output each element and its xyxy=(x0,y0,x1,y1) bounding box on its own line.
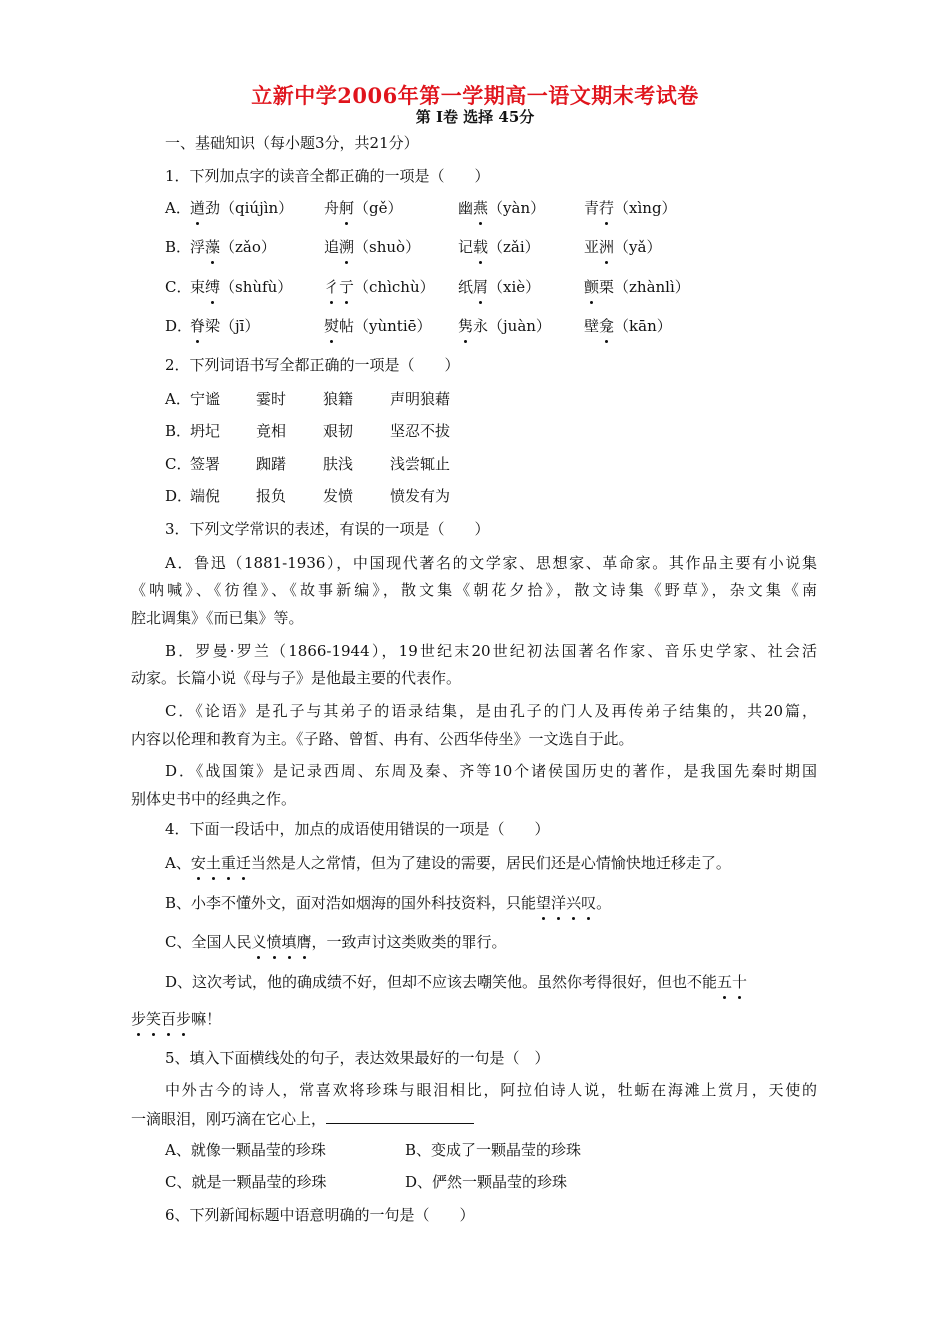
word-item: 狼籍 xyxy=(323,390,354,408)
word-item: 艰韧 xyxy=(323,422,354,440)
dotted-char: 土 xyxy=(205,854,221,872)
dotted-char: 亍 xyxy=(339,278,355,296)
dotted-char: 洲 xyxy=(599,238,615,256)
option-text-line: D．《战国策》是记录西周、东周及秦、齐等10个诸侯国历史的著作，是我国先秦时期国 xyxy=(165,762,817,780)
dotted-char: 溯 xyxy=(339,238,355,256)
pronunciation-item: 颤栗（zhànlì） xyxy=(584,278,690,296)
dotted-char: 五 xyxy=(717,973,733,991)
dotted-char: 膺 xyxy=(296,933,312,951)
question-1-stem: 1．下列加点字的读音全都正确的一项是（ ） xyxy=(165,167,490,185)
dotted-char: 遒 xyxy=(190,199,206,217)
dotted-char: 洋 xyxy=(551,894,567,912)
word-item: 坚忍不拔 xyxy=(390,422,451,440)
dotted-char: 隽 xyxy=(458,317,474,335)
pronunciation-item: 亚洲（yǎ） xyxy=(584,238,662,256)
option-text-line: 腔北调集》《而已集》等。 xyxy=(131,609,304,627)
dotted-char: 燕 xyxy=(473,199,489,217)
word-item: 发愤 xyxy=(323,487,354,505)
dotted-char: 步 xyxy=(176,1010,192,1028)
pronunciation-item: 幽燕（yàn） xyxy=(458,199,546,217)
dotted-char: 脊 xyxy=(190,317,206,335)
pronunciation-item: 浮藻（zǎo） xyxy=(190,238,276,256)
dotted-char: 笑 xyxy=(146,1010,162,1028)
dotted-char: 义 xyxy=(251,933,267,951)
option-label: C． xyxy=(165,278,192,296)
word-item: 端倪 xyxy=(190,487,221,505)
option-text-line: 别体史书中的经典之作。 xyxy=(131,790,297,808)
word-item: 肤浅 xyxy=(323,455,354,473)
word-item: 愤发有为 xyxy=(390,487,451,505)
pronunciation-item: 彳亍（chìchù） xyxy=(324,278,435,296)
question-5-option-a: A、就像一颗晶莹的珍珠 xyxy=(165,1141,326,1159)
option-label: D． xyxy=(165,317,193,335)
dotted-char: 十 xyxy=(732,973,748,991)
question-5-option-c: C、就是一颗晶莹的珍珠 xyxy=(165,1173,327,1191)
question-4-option-d-cont xyxy=(131,1009,221,1029)
question-4-option-c xyxy=(165,932,507,952)
dotted-char: 彳 xyxy=(324,278,340,296)
word-item: 签署 xyxy=(190,455,221,473)
dotted-char: 屑 xyxy=(473,278,489,296)
option-text-line: 内容以伦理和教育为主。《子路、曾皙、冉有、公西华侍坐》一文选自于此。 xyxy=(131,730,634,748)
pronunciation-item: 记载（zǎi） xyxy=(458,238,540,256)
word-item: 竟相 xyxy=(256,422,287,440)
option-label: C． xyxy=(165,455,192,473)
text: 嘛！ xyxy=(191,1010,222,1028)
question-5-option-d: D、俨然一颗晶莹的珍珠 xyxy=(405,1173,568,1191)
section-heading: 一、基础知识（每小题3分，共21分） xyxy=(165,134,419,152)
word-item: 报负 xyxy=(256,487,287,505)
dotted-char: 百 xyxy=(161,1010,177,1028)
exam-title: 立新中学2006年第一学期高一语文期末考试卷 xyxy=(251,83,699,108)
question-4-stem: 4．下面一段话中，加点的成语使用错误的一项是（ ） xyxy=(165,820,550,838)
dotted-char: 步 xyxy=(131,1010,147,1028)
pronunciation-item: 舟舸（gě） xyxy=(324,199,403,217)
question-5-option-b: B、变成了一颗晶莹的珍珠 xyxy=(405,1141,582,1159)
dotted-char: 愤 xyxy=(266,933,282,951)
text: 一滴眼泪，刚巧滴在它心上， xyxy=(131,1110,327,1128)
dotted-idiom xyxy=(131,1010,191,1028)
option-text-line: B．罗曼·罗兰（1866-1944），19世纪末20世纪初法国著名作家、音乐史学家、社会活 xyxy=(165,642,817,660)
option-text-line: 动家。长篇小说《母与子》是他最主要的代表作。 xyxy=(131,669,462,687)
question-4-option-d xyxy=(165,972,817,992)
pronunciation-item: 青荇（xìng） xyxy=(584,199,677,217)
pronunciation-item: 熨帖（yùntiē） xyxy=(324,317,432,335)
option-text-line: A．鲁迅（1881-1936），中国现代著名的文学家、思想家、革命家。其作品主要有小说集 xyxy=(165,554,817,572)
pronunciation-item: 追溯（shuò） xyxy=(324,238,421,256)
dotted-char: 熨 xyxy=(324,317,340,335)
dotted-char: 安 xyxy=(190,854,206,872)
dotted-char: 龛 xyxy=(599,317,615,335)
text: C、全国人民 xyxy=(165,933,252,951)
dotted-char: 舸 xyxy=(339,199,355,217)
text: A、 xyxy=(165,854,191,872)
text: ，一致声讨这类败类的罪行。 xyxy=(311,933,507,951)
pronunciation-item: 束缚（shùfù） xyxy=(190,278,293,296)
dotted-char: 荇 xyxy=(599,199,615,217)
text: 当然是人之常情，但为了建设的需要，居民们还是心情愉快地迁移走了。 xyxy=(250,854,731,872)
word-item: 声明狼藉 xyxy=(390,390,451,408)
pronunciation-item: 遒劲（qiújìn） xyxy=(190,199,294,217)
text: D、这次考试，他的确成绩不好，但却不应该去嘲笑他。虽然你考得很好，但也不能 xyxy=(165,973,718,991)
question-5-passage-line1: 中外古今的诗人，常喜欢将珍珠与眼泪相比，阿拉伯诗人说，牡蛎在海滩上赏月，天使的 xyxy=(165,1081,817,1099)
pronunciation-item: 纸屑（xiè） xyxy=(458,278,541,296)
dotted-char: 载 xyxy=(473,238,489,256)
dotted-char: 藻 xyxy=(205,238,221,256)
paper-section-heading: 第 I卷 选择 45分 xyxy=(415,108,535,126)
dotted-char: 重 xyxy=(220,854,236,872)
question-2-stem: 2．下列词语书写全都正确的一项是（ ） xyxy=(165,356,460,374)
pronunciation-item: 壁龛（kān） xyxy=(584,317,672,335)
dotted-idiom xyxy=(717,973,747,991)
question-3-stem: 3．下列文学常识的表述，有误的一项是（ ） xyxy=(165,520,490,538)
text: B、小李不懂外文，面对浩如烟海的国外科技资料，只能 xyxy=(165,894,537,912)
answer-blank xyxy=(326,1109,474,1124)
pronunciation-item: 脊梁（jī） xyxy=(190,317,260,335)
dotted-char: 叹 xyxy=(581,894,597,912)
dotted-char: 迁 xyxy=(235,854,251,872)
question-5-passage-line2 xyxy=(131,1109,474,1129)
option-label: B． xyxy=(165,422,192,440)
dotted-char: 望 xyxy=(536,894,552,912)
dotted-idiom xyxy=(251,933,311,951)
word-item: 霎时 xyxy=(256,390,287,408)
dotted-idiom xyxy=(536,894,596,912)
option-label: A． xyxy=(165,390,191,408)
text: 。 xyxy=(596,894,612,912)
question-5-stem: 5、填入下面横线处的句子，表达效果最好的一句是（ ） xyxy=(165,1049,550,1067)
dotted-idiom xyxy=(191,854,251,872)
question-4-option-b xyxy=(165,893,611,913)
option-text-line: C．《论语》是孔子与其弟子的语录结集，是由孔子的门人及再传弟子结集的，共20篇， xyxy=(165,702,817,720)
pronunciation-item: 隽永（juàn） xyxy=(458,317,551,335)
word-item: 浅尝辄止 xyxy=(390,455,451,473)
dotted-char: 填 xyxy=(281,933,297,951)
question-4-option-a xyxy=(165,853,731,873)
word-item: 坍圮 xyxy=(190,422,221,440)
option-label: D． xyxy=(165,487,193,505)
word-item: 踟躇 xyxy=(256,455,287,473)
dotted-char: 颤 xyxy=(584,278,600,296)
word-item: 宁谧 xyxy=(190,390,221,408)
option-label: B． xyxy=(165,238,192,256)
option-text-line: 《呐喊》、《彷徨》、《故事新编》，散文集《朝花夕拾》，散文诗集《野草》，杂文集《南 xyxy=(131,581,817,599)
question-6-stem: 6、下列新闻标题中语意明确的一句是（ ） xyxy=(165,1206,475,1224)
dotted-char: 兴 xyxy=(566,894,582,912)
option-label: A． xyxy=(165,199,191,217)
dotted-char: 缚 xyxy=(205,278,221,296)
